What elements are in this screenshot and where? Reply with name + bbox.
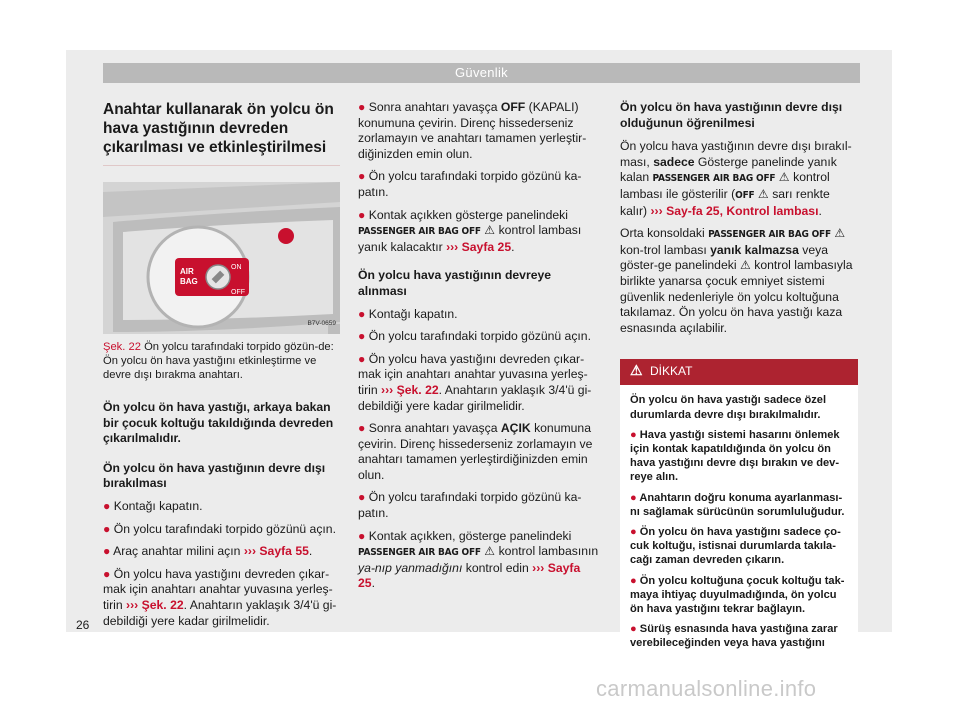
list-item: ● Kontağı kapatın. [103,498,203,513]
page-link[interactable]: Sayfa 55 [259,544,309,559]
list-item: ● Ön yolcu tarafındaki torpido gözünü ka-patın. [358,490,582,521]
paragraph: Orta konsoldaki PASSENGER AIR BAG OFF ⚠ kon-trol lambası yanık kalmazsa veya göster-ge panelindeki ⚠ kontrol lambasıyla birlikte yanarsa çocuk emniyet sistemi güvenlik nedenleriyle ön yolcu koltuğuna takılamaz. Ön yolcu ön hava yastığı kaza esnasında açılabilir. [620,226,853,335]
figure-link[interactable]: Şek. 22 [396,382,439,397]
page-link[interactable]: Sayfa 25 [461,239,512,254]
warning-box [620,359,858,656]
list-item: ● Kontak açıkken, gösterge panelindeki PASSENGER AIR BAG OFF ⚠ kontrol lambasının ya-nıp yanmadığını kontrol edin ››› Sayfa 25. [358,528,599,591]
figure-on-label: ON [231,264,242,271]
column-1 [103,100,340,636]
figure-caption [103,340,340,382]
caption-text: Ön yolcu tarafındaki torpido gözün-de: Ön yolcu ön hava yastığını etkinleştirme ve devre dışı bırakma anahtarı. [103,341,334,381]
page-number: 26 [76,618,90,632]
airbag-person-icon: ⚠ [739,258,751,273]
column-2 [358,100,600,599]
column-3 [620,100,860,657]
airbag-person-icon: ⚠ [484,544,496,559]
passenger-airbag-off-icon: PASSENGER AIR BAG OFF [358,547,481,559]
list-item: ● Kontak açıkken gösterge panelindeki PASSENGER AIR BAG OFF ⚠ kontrol lambası yanık kalacaktır ››› Sayfa 25. [358,207,582,254]
airbag-person-icon: ⚠ [834,226,846,241]
paragraph: Ön yolcu hava yastığının devre dışı bırakıl-ması, sadece Gösterge panelinde yanık kalan PASSENGER AIR BAG OFF ⚠ kontrol lambası ile gösterilir (OFF ⚠ sarı renkte kalır) ››› Say-fa 25, Kontrol lambası. [620,139,852,218]
airbag-person-icon: ⚠ [484,223,496,238]
section-header: Güvenlik [103,63,860,83]
figure-link[interactable]: Şek. 22 [141,597,184,612]
glovebox-illustration [103,182,340,334]
warning-title: DİKKAT [650,364,693,379]
subheading-deactivate: Ön yolcu ön hava yastığının devre dışı bırakılması [103,460,326,491]
airbag-person-icon: ⚠ [757,186,769,201]
warning-intro: Ön yolcu ön hava yastığı sadece özel durumlarda devre dışı bırakılmalıdır. [630,394,827,421]
figure-airbag-label-2: BAG [180,277,198,286]
warning-item: ● Ön yolcu koltuğuna çocuk koltuğu tak-maya ihtiyaç duyulmadığında, ön yolcu ön hava yastığını tekrar bağlayın. [630,574,845,615]
subheading-rear-facing: Ön yolcu ön hava yastığı, arkaya bakan bir çocuk koltuğu takıldığında devreden çıkarılmalıdır. [103,400,334,446]
warning-triangle-icon: ⚠ [630,362,643,379]
watermark: carmanualsonline.info [596,676,817,701]
passenger-airbag-off-icon: PASSENGER AIR BAG OFF [652,173,776,185]
figure-airbag-label-1: AIR [180,267,194,276]
list-item: ● Sonra anahtarı yavaşça OFF (KAPALI) konumuna çevirin. Direnç hissederseniz zorlamayın ve anahtarı tamamen yerleştir-diğinizden emin olun. [358,100,587,161]
list-item: ● Ön yolcu tarafındaki torpido gözünü açın. [358,329,591,344]
passenger-airbag-off-icon: PASSENGER AIR BAG OFF [708,229,831,241]
list-item: ● Araç anahtar milini açın ››› Sayfa 55. [103,544,313,559]
warning-item: ● Ön yolcu ön hava yastığını sadece ço-cuk koltuğu, istisnai durumlarda takıla-cağı zaman devreden çıkarın. [630,525,841,567]
list-item: ● Ön yolcu hava yastığını devreden çıkar-mak için anahtarı anahtar yuvasına yerleş-tirin ››› Şek. 22. Anahtarın yaklaşık 3/4'ü gi-debildiği yere kadar girilmelidir. [358,351,592,413]
warning-item: ● Anahtarın doğru konuma ayarlanması-nı sağlamak sürücünün sorumluluğudur. [630,491,845,518]
page-link[interactable]: Sayfa 25 [358,560,581,591]
caption-ref: Şek. 22 [103,341,141,353]
subheading-status: Ön yolcu ön hava yastığının devre dışı olduğunun öğrenilmesi [620,100,843,130]
figure-off-label: OFF [231,289,245,296]
off-icon: OFF [735,189,755,201]
warning-item: ● Hava yastığı sistemi hasarını önlemek için kontak kapatıldığında ön yolcu ön hava yastığını devre dışı bırakın ve dev-reye alın. [630,428,840,484]
page-link[interactable]: Say-fa 25, Kontrol lambası [666,203,819,218]
figure-code: B7V-0659 [307,320,336,328]
list-item: ● Ön yolcu tarafındaki torpido gözünü ka-patın. [358,169,582,199]
warning-item: ● Sürüş esnasında hava yastığına zarar verebileceğinden veya hava yastığını [630,623,838,650]
airbag-person-icon: ⚠ [778,170,790,185]
figure-airbag-switch [103,182,340,334]
passenger-airbag-off-icon: PASSENGER AIR BAG OFF [358,226,481,238]
subheading-activate: Ön yolcu hava yastığının devreye alınması [358,268,552,298]
section-heading: Anahtar kullanarak ön yolcu ön hava yastığının devreden çıkarılması ve etkinleştirilmesi [103,100,340,166]
list-item: ● Ön yolcu tarafındaki torpido gözünü açın. [103,521,336,536]
list-item: ● Kontağı kapatın. [358,306,458,321]
list-item: ● Ön yolcu hava yastığını devreden çıkar-mak için anahtarı anahtar yuvasına yerleş-tirin ››› Şek. 22. Anahtarın yaklaşık 3/4'ü gi-debildiği yere kadar girilmelidir. [103,566,337,628]
list-item: ● Sonra anahtarı yavaşça AÇIK konumuna çevirin. Direnç hissederseniz zorlamayın ve anahtarı tamamen yerleştirdiğinizden emin olun. [358,421,593,482]
